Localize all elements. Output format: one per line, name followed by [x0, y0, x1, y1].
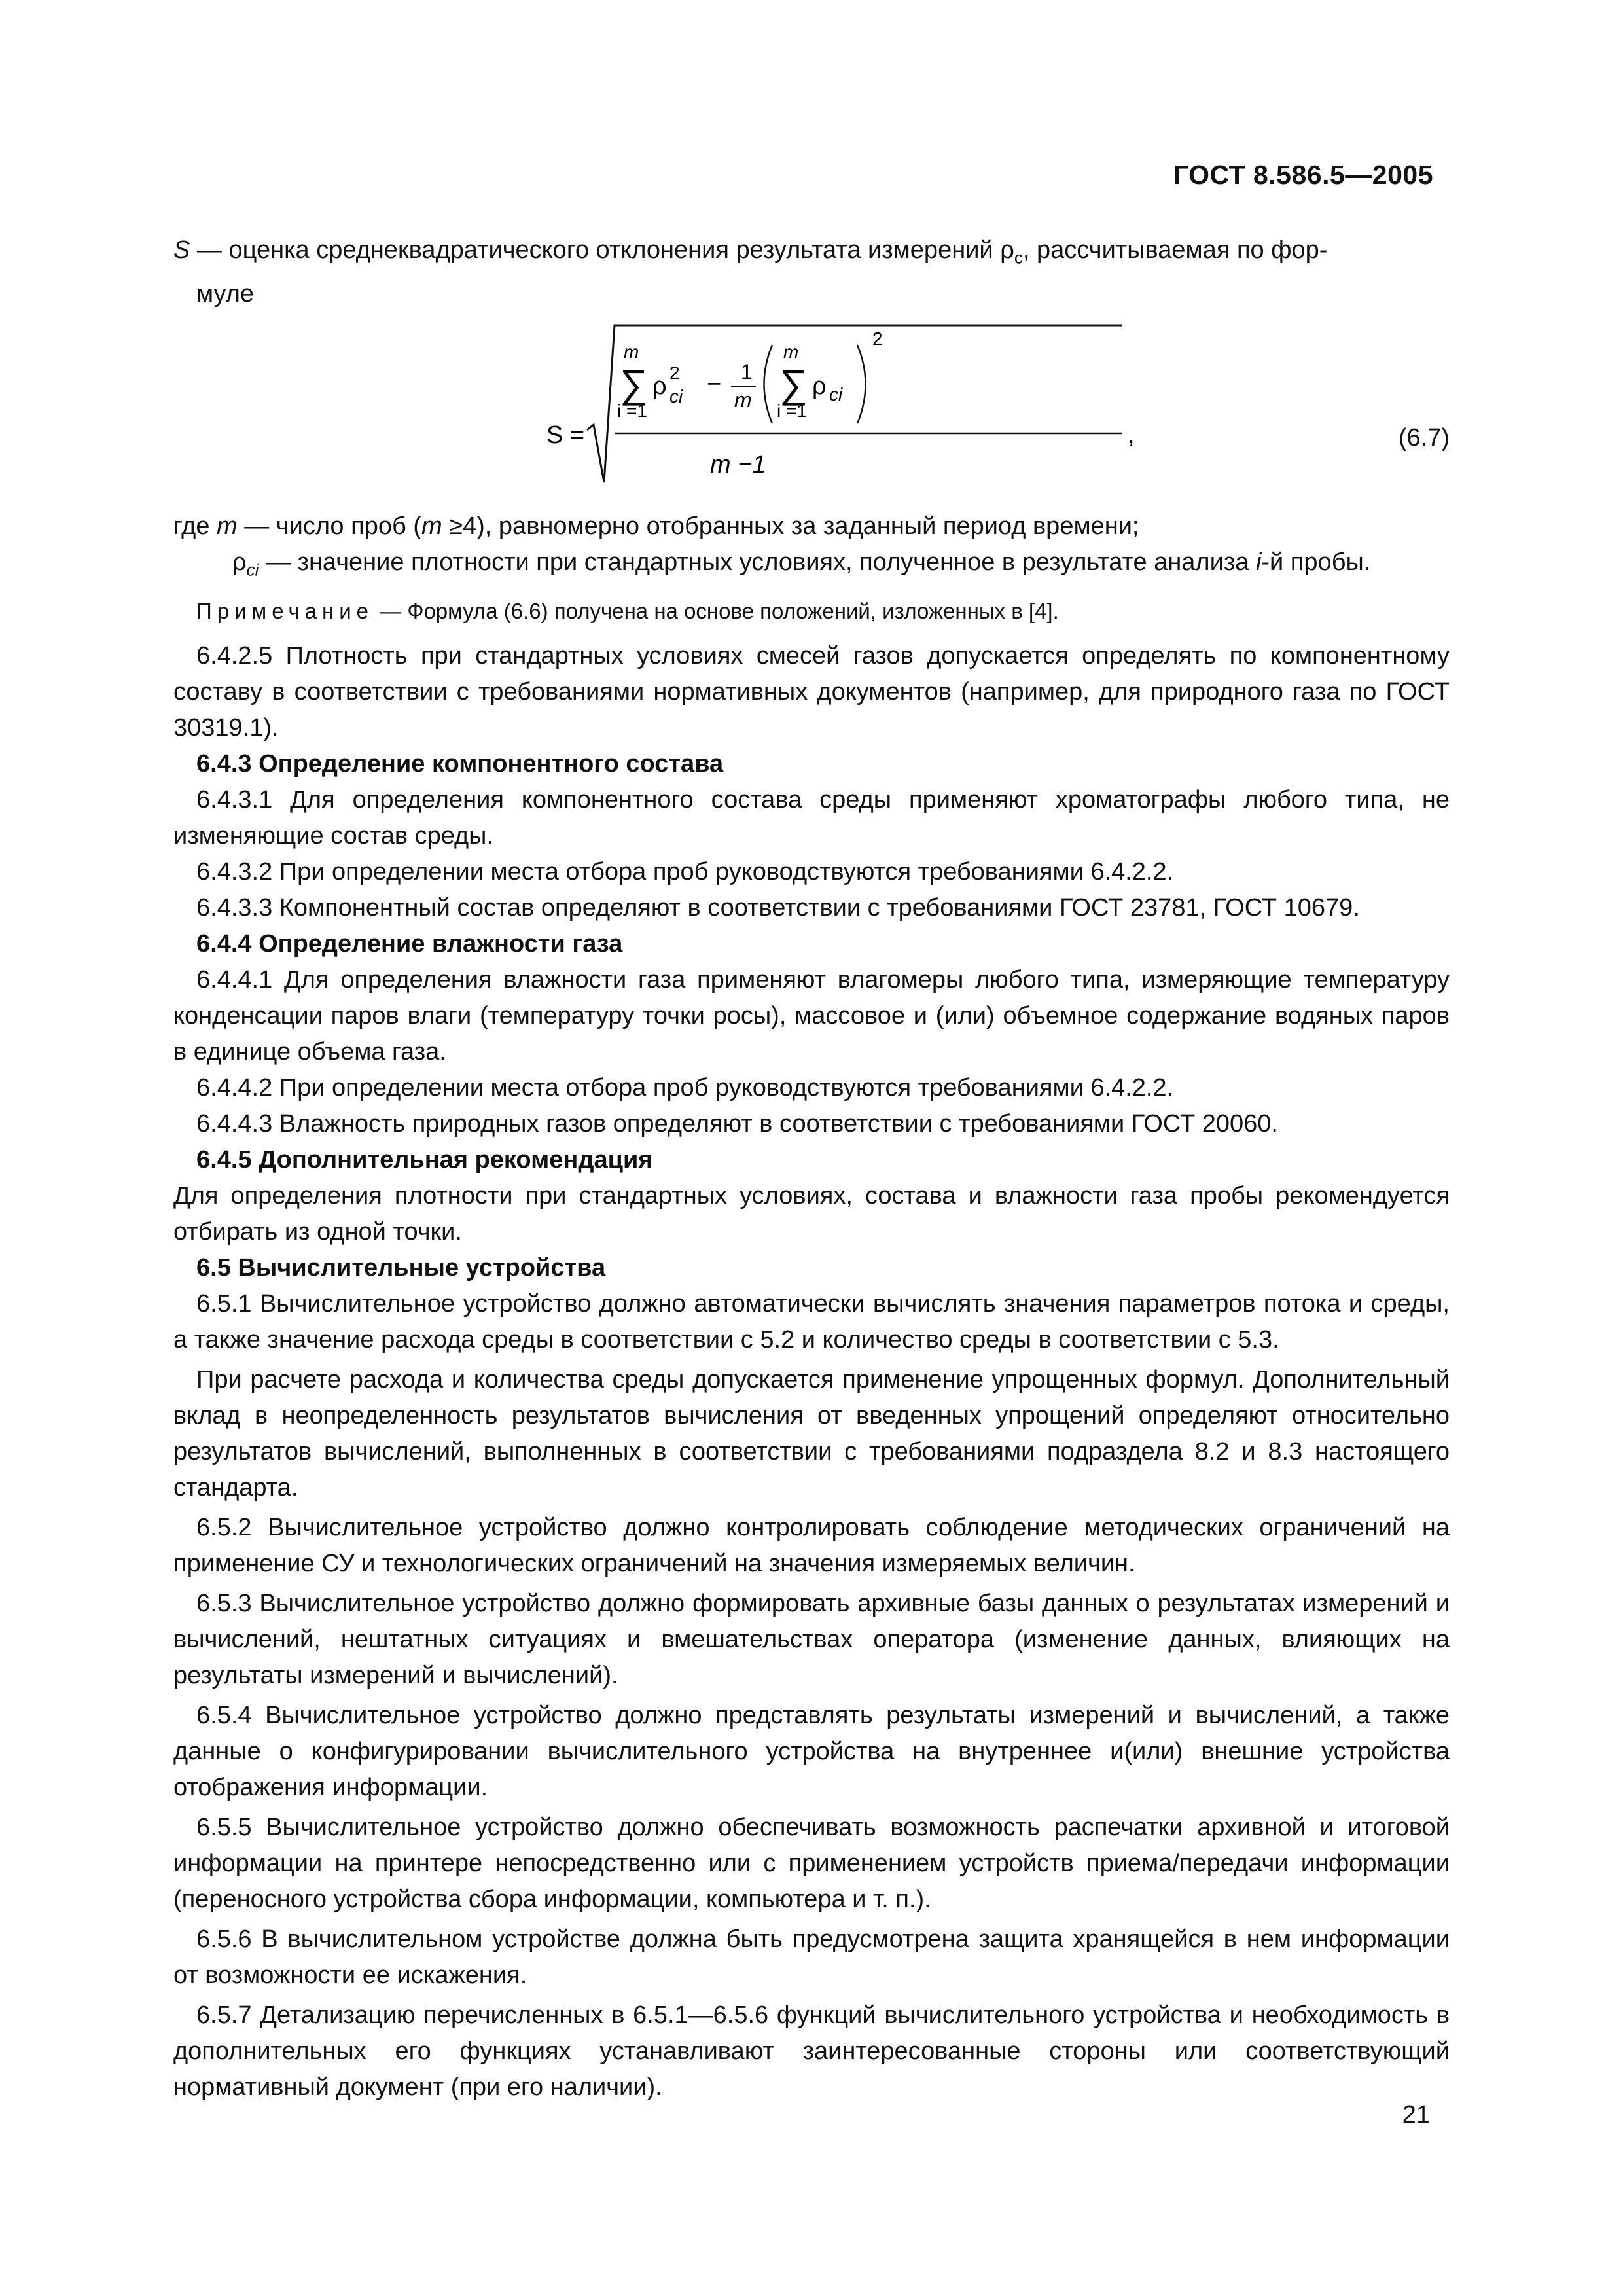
rho-1-sub: ci: [669, 386, 683, 406]
page-number: 21: [1402, 2101, 1430, 2128]
document-body: [173, 232, 1450, 2106]
frac-num: 1: [741, 359, 753, 384]
para-6-4-4-1: 6.4.4.1 Для определения влажности газа применяют влагомеры любого типа, измеряющие температуру конденсации паров влаги (температуру точки росы), массовое и (или) объемное содержание водяных паров в единице объема газа.: [173, 966, 1450, 1066]
para-6-5-1-b: При расчете расхода и количества среды допускается применение упрощенных формул. Дополнительный вклад в неопределенность результатов вычисления от введенных упрощений определяют относительно результатов вычислений, выполненных в соответствии с требованиями подраздела 8.2 и 8.3 настоящего стандарта.: [173, 1366, 1450, 1502]
sigma-1: ∑: [620, 361, 648, 406]
where-rho-symbol: ρ: [232, 548, 247, 576]
formula-lhs: S =: [546, 421, 585, 449]
where-m-symbol: m: [217, 512, 238, 540]
minus: −: [707, 370, 722, 398]
where-rho: [173, 545, 1450, 588]
para-6-5-6: 6.5.6 В вычислительном устройстве должна быть предусмотрена защита хранящейся в нем информации от возможности ее искажения.: [173, 1926, 1450, 1990]
denominator: m −1: [710, 450, 766, 478]
rho-2-sub: ci: [829, 384, 843, 404]
paren-left: [764, 345, 773, 423]
para-6-5-2: 6.5.2 Вычислительное устройство должно контролировать соблюдение методических ограничений на применение СУ и технологических ограничений на значения измеряемых величин.: [173, 1514, 1450, 1578]
sum-top-1: m: [624, 341, 639, 362]
where-m-cond2: ≥4), равномерно отобранных за заданный период времени;: [442, 512, 1139, 540]
where-rho-i: i: [1255, 548, 1262, 576]
outer-sup: 2: [872, 328, 883, 349]
note-text: — Формула (6.6) получена на основе положений, изложенных в [4].: [374, 599, 1059, 624]
paren-right: [857, 345, 866, 423]
where-m: [173, 509, 1450, 545]
para-6-4-4-2: 6.4.4.2 При определении места отбора проб руководствуются требованиями 6.4.2.2.: [196, 1074, 1174, 1102]
para-6-5-1: 6.5.1 Вычислительное устройство должно автоматически вычислять значения параметров потока и среды, а также значение расхода среды в соответствии с 5.2 и количество среды в соответствии с 5.3.: [173, 1290, 1450, 1354]
symbol-s: S: [173, 236, 190, 264]
document-code: ГОСТ 8.586.5—2005: [1173, 160, 1433, 190]
para-6-4-3-1: 6.4.3.1 Для определения компонентного состава среды применяют хроматографы любого типа, не изменяющие состав среды.: [173, 786, 1450, 850]
definition-s-text2: , рассчитываемая по фор-: [1022, 236, 1328, 264]
para-6-4-5: Для определения плотности при стандартных условиях, состава и влажности газа пробы рекомендуется отбирать из одной точки.: [173, 1182, 1450, 1246]
formula-6-7: [173, 319, 1450, 509]
sum-bot-2: i =1: [777, 400, 807, 421]
where-lead: где: [173, 512, 217, 540]
rho-1: ρ: [652, 372, 667, 400]
sum-top-2: m: [783, 341, 799, 362]
note: [173, 593, 1450, 629]
where-m-text: — число проб (: [237, 512, 421, 540]
definition-s-cont: муле: [196, 279, 255, 308]
where-m-cond: m: [421, 512, 442, 540]
para-6-5-7: 6.5.7 Детализацию перечисленных в 6.5.1—6.5.6 функций вычислительного устройства и необходимость в дополнительных его функциях устанавливают заинтересованные стороны или соответствующий нормативный документ (при его наличии).: [173, 2001, 1450, 2102]
sigma-2: ∑: [779, 361, 808, 406]
frac-den: m: [734, 387, 752, 412]
para-6-5-3: 6.5.3 Вычислительное устройство должно формировать архивные базы данных о результатах измерений и вычислений, нештатных ситуациях и вмешательствах оператора (изменение данных, влияющих на результаты измерений и вычислений).: [173, 1590, 1450, 1690]
para-6-4-3-2: 6.4.3.2 При определении места отбора проб руководствуются требованиями 6.4.2.2.: [196, 858, 1174, 886]
radical-sign: [587, 325, 1122, 482]
where-rho-text2: -й пробы.: [1261, 548, 1371, 576]
where-rho-sub: ci: [246, 560, 259, 580]
rho-2: ρ: [812, 372, 827, 400]
heading-6-4-5: 6.4.5 Дополнительная рекомендация: [196, 1146, 653, 1174]
heading-6-5: 6.5 Вычислительные устройства: [196, 1254, 606, 1282]
definition-s-text: — оценка среднеквадратического отклонения результата измерений ρ: [190, 236, 1014, 264]
para-6-5-4: 6.5.4 Вычислительное устройство должно представлять результаты измерений и вычислений, а также данные о конфигурировании вычислительного устройства на внутреннее и(или) внешние устройства отображения информации.: [173, 1702, 1450, 1802]
para-6-4-2-5: 6.4.2.5 Плотность при стандартных условиях смесей газов допускается определять по компонентному составу в соответствии с требованиями нормативных документов (например, для природного газа по ГОСТ 30319.1).: [173, 642, 1450, 742]
note-label: Примечание: [196, 599, 374, 624]
para-6-5-5: 6.5.5 Вычислительное устройство должно обеспечивать возможность распечатки архивной и итоговой информации на принтере непосредственно или с применением устройств приема/передачи информации (переносного устройства сбора информации, компьютера и т. п.).: [173, 1814, 1450, 1914]
heading-6-4-3: 6.4.3 Определение компонентного состава: [196, 750, 724, 778]
formula-comma: ,: [1128, 421, 1135, 449]
definition-s-sub: с: [1014, 247, 1023, 268]
sum-bot-1: i =1: [617, 400, 647, 421]
where-rho-text: — значение плотности при стандартных условиях, полученное в результате анализа: [259, 548, 1256, 576]
rho-1-sup: 2: [669, 362, 680, 383]
para-6-4-3-3: 6.4.3.3 Компонентный состав определяют в соответствии с требованиями ГОСТ 23781, ГОСТ 10679.: [196, 894, 1360, 922]
definition-s: [173, 232, 1450, 276]
para-6-4-4-3: 6.4.4.3 Влажность природных газов определяют в соответствии с требованиями ГОСТ 20060.: [196, 1110, 1278, 1138]
heading-6-4-4: 6.4.4 Определение влажности газа: [196, 930, 623, 958]
formula-svg: [546, 319, 1135, 509]
formula-number: (6.7): [1398, 423, 1450, 452]
